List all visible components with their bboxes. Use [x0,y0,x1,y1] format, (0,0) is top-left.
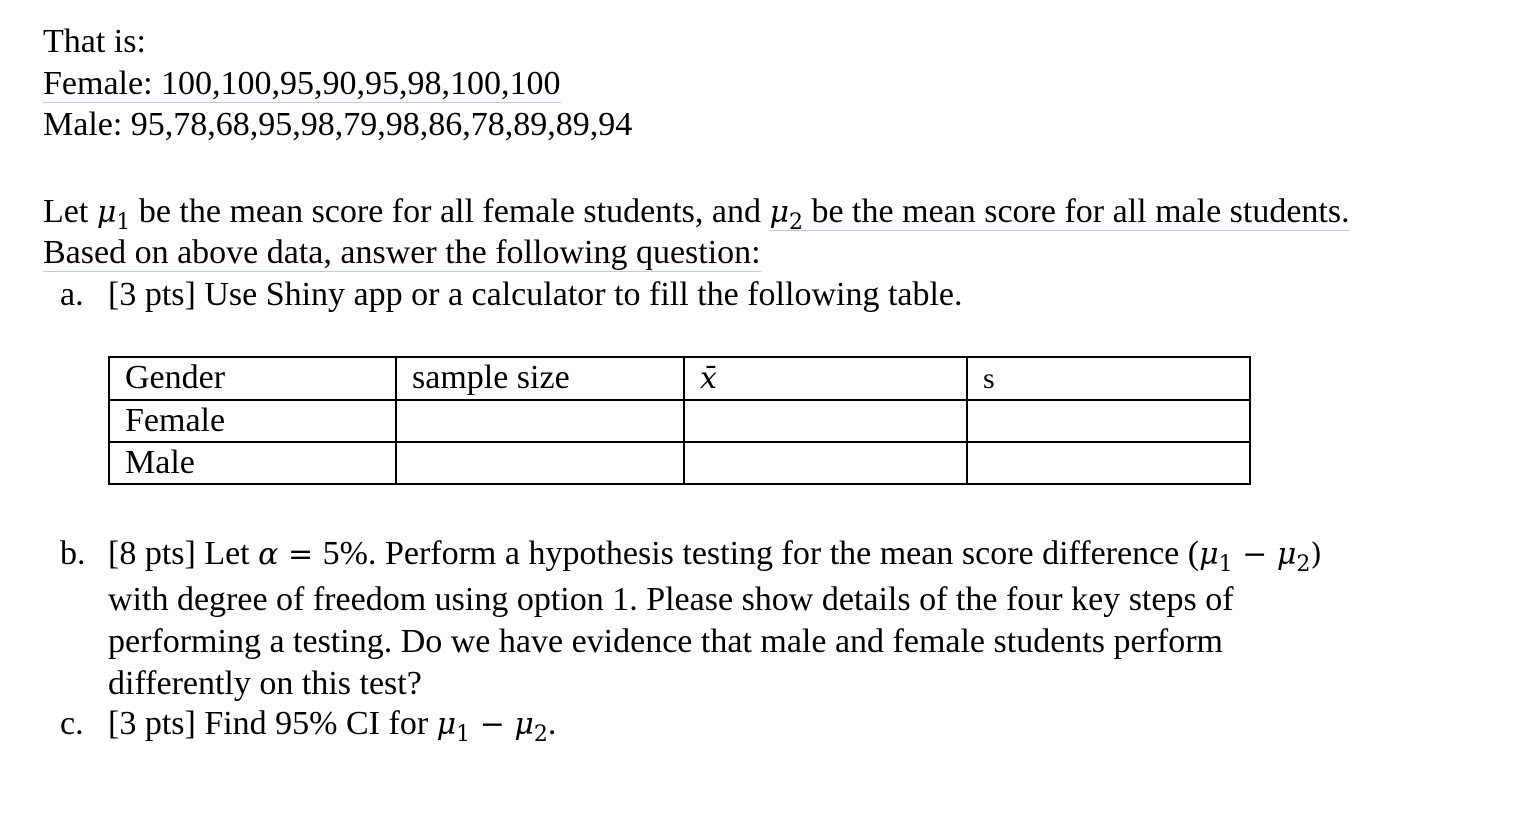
intro-underlined-part: $\mu_2$ be the mean score for all male students. [769,193,1350,235]
mu1-symbol: $\mu_1$ [1199,537,1233,577]
question-a-marker: a. [60,276,84,313]
intro-line-2 [43,233,761,273]
table-header-row [109,357,1250,400]
row-female-xbar[interactable] [684,400,967,442]
intro-line-2-text: Based on above data, answer the following question: [43,234,761,271]
xbar-symbol: x̄ [700,361,717,396]
header-sample-size: sample size [396,357,684,400]
mu2-symbol: $\mu_2$ [1276,537,1311,577]
row-female-s[interactable] [967,400,1250,442]
question-b-line-2: with degree of freedom using option 1. Please show details of the four key steps of [108,581,1234,618]
row-male-xbar[interactable] [684,442,967,484]
row-male-s[interactable] [967,442,1250,484]
mu2-symbol: $\mu_2$ [769,195,803,235]
question-b-line-4: differently on this test? [108,665,422,702]
table-row [109,442,1250,484]
question-a-text: [3 pts] Use Shiny app or a calculator to fill the following table. [108,276,963,313]
row-female-sample-size[interactable] [396,400,684,442]
header-gender: Gender [109,357,396,400]
question-b-line-3: performing a testing. Do we have evidence that male and female students perform [108,623,1223,660]
question-c-marker: c. [60,705,84,742]
that-is-label: That is: [43,23,146,60]
row-male-sample-size[interactable] [396,442,684,484]
header-xbar [684,357,967,400]
s-symbol: s [983,362,995,395]
header-s [967,357,1250,400]
mu1-symbol: $\mu_1$ [436,707,471,747]
question-b-marker: b. [60,535,86,572]
question-b-line-1: [8 pts] Let α = 5%. Perform a hypothesis testing for the mean score difference $(\mu_1 - \mu_2)$ [108,535,1323,577]
intro-line-1 [43,192,1350,236]
female-data-line [43,64,561,104]
mu1-symbol: $\mu_1$ [96,195,131,235]
mu2-symbol: $\mu_2$ [514,707,548,747]
table-row [109,400,1250,442]
intro-let: Let [43,193,97,230]
row-male-gender: Male [109,442,396,484]
row-female-gender: Female [109,400,396,442]
female-data-text: Female: 100,100,95,90,95,98,100,100 [43,65,561,102]
question-c-text: [3 pts] Find 95% CI for $\mu_1 - \mu_2$. [108,705,557,747]
question-b-body [108,533,1468,705]
intro-mid: be the mean score for all female students, and [130,193,770,230]
data-table [108,356,1251,485]
alpha-symbol: α [258,537,279,572]
male-data-line: Male: 95,78,68,95,98,79,98,86,78,89,89,94 [43,106,633,143]
